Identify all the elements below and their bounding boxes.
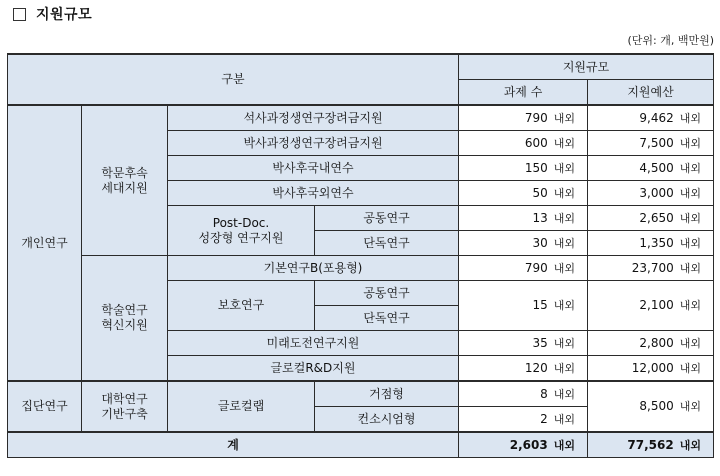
value: 2,603 <box>509 437 548 452</box>
row-count <box>459 131 588 156</box>
value: 2,650 <box>639 210 674 225</box>
row-name: 미래도전연구지원 <box>168 331 459 356</box>
value: 4,500 <box>639 160 674 175</box>
value: 15 <box>532 298 548 312</box>
header-budget: 지원예산 <box>588 80 714 106</box>
value: 600 <box>524 135 548 150</box>
row-count <box>459 206 588 231</box>
unit-suffix: 내외 <box>553 438 575 452</box>
row-name: 공동연구 <box>315 281 459 306</box>
value: 790 <box>524 260 548 275</box>
group-innovation: 학술연구 혁신지원 <box>82 256 168 382</box>
row-budget <box>588 206 714 231</box>
header-count: 과제 수 <box>459 80 588 106</box>
unit-suffix: 내외 <box>679 336 701 350</box>
value: 9,462 <box>639 110 674 125</box>
row-count <box>459 331 588 356</box>
row-count <box>459 407 588 433</box>
row-budget <box>588 231 714 256</box>
row-count <box>459 381 588 407</box>
group-university: 대학연구 기반구축 <box>82 381 168 432</box>
unit-suffix: 내외 <box>553 336 575 350</box>
total-count <box>459 432 588 458</box>
unit-suffix: 내외 <box>679 186 701 200</box>
group-individual: 개인연구 <box>8 105 82 381</box>
row-count <box>459 256 588 281</box>
row-name: 박사후국외연수 <box>168 181 459 206</box>
value: 77,562 <box>627 437 674 452</box>
group-postdoc: Post-Doc. 성장형 연구지원 <box>168 206 315 256</box>
value: 150 <box>524 160 548 175</box>
row-name: 거점형 <box>315 381 459 407</box>
unit-suffix: 내외 <box>679 361 701 375</box>
value: 120 <box>524 360 548 375</box>
row-name: 단독연구 <box>315 306 459 331</box>
row-budget <box>588 281 714 331</box>
row-count <box>459 231 588 256</box>
row-name: 박사과정생연구장려금지원 <box>168 131 459 156</box>
unit-suffix: 내외 <box>553 299 575 312</box>
unit-suffix: 내외 <box>679 211 701 225</box>
unit-suffix: 내외 <box>553 161 575 175</box>
value: 8 <box>540 386 548 401</box>
row-name: 공동연구 <box>315 206 459 231</box>
group-glocal: 글로컬랩 <box>168 381 315 432</box>
row-name: 컨소시엄형 <box>315 407 459 433</box>
row-name: 글로컬R&D지원 <box>168 356 459 382</box>
value: 2,100 <box>639 298 674 312</box>
unit-note: (단위: 개, 백만원) <box>627 34 714 47</box>
row-budget <box>588 181 714 206</box>
header-category: 구분 <box>8 54 459 105</box>
row-budget <box>588 131 714 156</box>
support-scale-table <box>7 53 714 458</box>
section-heading <box>13 4 92 24</box>
unit-suffix: 내외 <box>553 412 575 426</box>
value: 2 <box>540 411 548 426</box>
row-name: 박사후국내연수 <box>168 156 459 181</box>
value: 790 <box>524 110 548 125</box>
row-count <box>459 105 588 131</box>
unit-suffix: 내외 <box>679 299 701 312</box>
total-budget <box>588 432 714 458</box>
unit-suffix: 내외 <box>553 236 575 250</box>
group-protect: 보호연구 <box>168 281 315 331</box>
value: 1,350 <box>639 235 674 250</box>
value: 50 <box>532 185 548 200</box>
row-name: 석사과정생연구장려금지원 <box>168 105 459 131</box>
unit-suffix: 내외 <box>553 361 575 375</box>
row-name: 단독연구 <box>315 231 459 256</box>
value: 12,000 <box>631 360 674 375</box>
unit-suffix: 내외 <box>679 236 701 250</box>
value: 3,000 <box>639 185 674 200</box>
row-count <box>459 181 588 206</box>
header-scale: 지원규모 <box>459 54 714 80</box>
row-budget <box>588 156 714 181</box>
value: 7,500 <box>639 135 674 150</box>
value: 13 <box>532 210 548 225</box>
row-count <box>459 156 588 181</box>
unit-suffix: 내외 <box>679 161 701 175</box>
unit-suffix: 내외 <box>679 111 701 125</box>
row-name: 기본연구B(포용형) <box>168 256 459 281</box>
unit-suffix: 내외 <box>553 211 575 225</box>
value: 35 <box>532 335 548 350</box>
total-label: 계 <box>8 432 459 458</box>
section-title: 지원규모 <box>36 7 93 23</box>
row-count <box>459 356 588 382</box>
row-budget <box>588 331 714 356</box>
value: 2,800 <box>639 335 674 350</box>
value: 8,500 <box>639 399 674 413</box>
value: 30 <box>532 235 548 250</box>
row-budget <box>588 381 714 432</box>
unit-suffix: 내외 <box>679 438 701 452</box>
group-successor: 학문후속 세대지원 <box>82 105 168 256</box>
unit-suffix: 내외 <box>679 261 701 275</box>
unit-suffix: 내외 <box>553 136 575 150</box>
value: 23,700 <box>631 260 674 275</box>
row-count <box>459 281 588 331</box>
unit-suffix: 내외 <box>679 136 701 150</box>
group-collective: 집단연구 <box>8 381 82 432</box>
unit-suffix: 내외 <box>553 261 575 275</box>
unit-suffix: 내외 <box>553 111 575 125</box>
row-budget <box>588 105 714 131</box>
unit-suffix: 내외 <box>553 387 575 401</box>
row-budget <box>588 356 714 382</box>
unit-suffix: 내외 <box>679 400 701 413</box>
unit-suffix: 내외 <box>553 186 575 200</box>
checkbox-square-icon <box>13 8 26 21</box>
row-budget <box>588 256 714 281</box>
